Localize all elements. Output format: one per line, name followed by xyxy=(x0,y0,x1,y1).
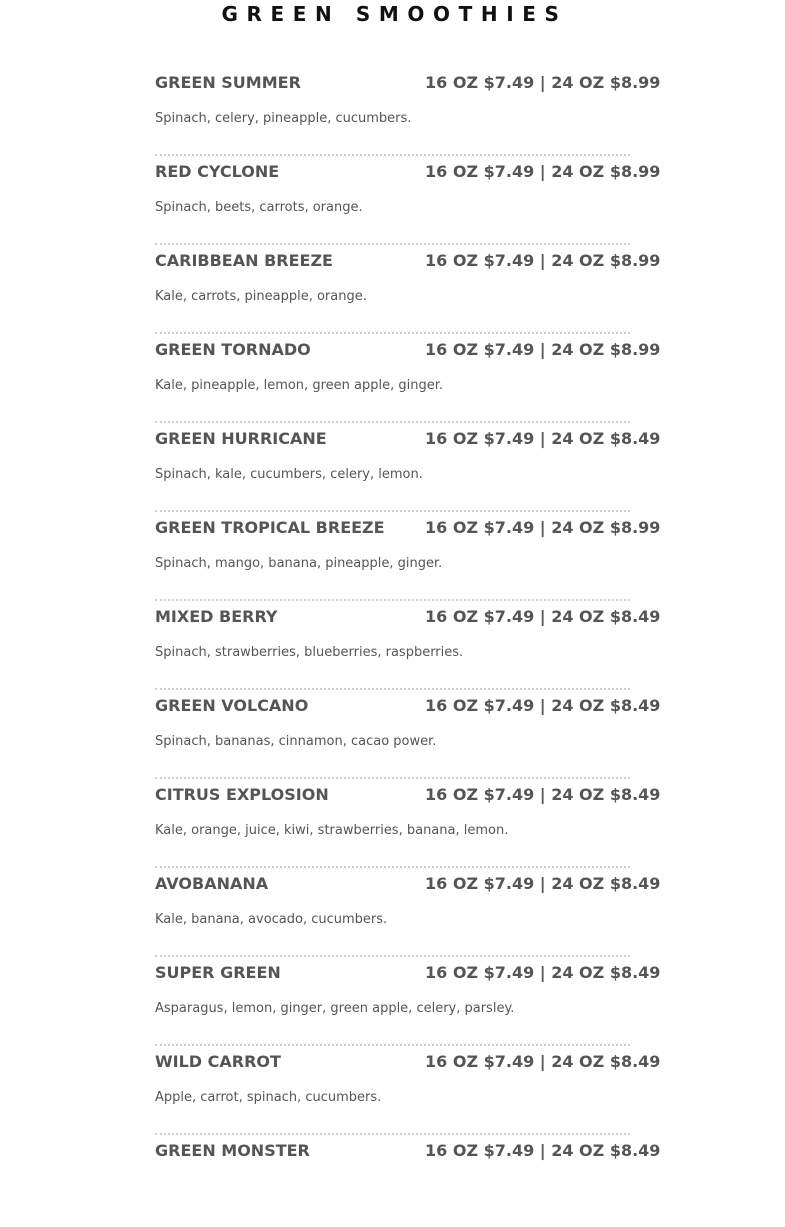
menu-item xyxy=(155,248,661,337)
item-description: Kale, carrots, pineapple, orange. xyxy=(155,289,367,304)
dotted-divider xyxy=(155,243,630,245)
item-name: SUPER GREEN xyxy=(155,963,281,982)
item-price: 16 OZ $7.49 | 24 OZ $8.49 xyxy=(425,696,661,715)
item-description: Spinach, strawberries, blueberries, raspberries. xyxy=(155,645,464,660)
item-description: Spinach, mango, banana, pineapple, ginger. xyxy=(155,556,443,571)
menu-item xyxy=(155,1138,661,1227)
item-name: GREEN VOLCANO xyxy=(155,696,309,715)
menu-item xyxy=(155,159,661,248)
menu-list xyxy=(155,70,661,1227)
dotted-divider xyxy=(155,332,630,334)
item-price: 16 OZ $7.49 | 24 OZ $8.99 xyxy=(425,251,661,270)
item-price: 16 OZ $7.49 | 24 OZ $8.49 xyxy=(425,429,661,448)
menu-item xyxy=(155,1049,661,1138)
item-name: CARIBBEAN BREEZE xyxy=(155,251,333,270)
item-description: Spinach, beets, carrots, orange. xyxy=(155,200,363,215)
dotted-divider xyxy=(155,955,630,957)
page-title: GREEN SMOOTHIES xyxy=(221,2,568,26)
item-price: 16 OZ $7.49 | 24 OZ $8.99 xyxy=(425,518,661,537)
menu-item xyxy=(155,693,661,782)
item-description: Apple, carrot, spinach, cucumbers. xyxy=(155,1090,382,1105)
item-description: Asparagus, lemon, ginger, green apple, celery, parsley. xyxy=(155,1001,515,1016)
menu-item xyxy=(155,960,661,1049)
item-name: GREEN MONSTER xyxy=(155,1141,310,1160)
item-name: CITRUS EXPLOSION xyxy=(155,785,329,804)
item-price: 16 OZ $7.49 | 24 OZ $8.99 xyxy=(425,340,661,359)
item-price: 16 OZ $7.49 | 24 OZ $8.49 xyxy=(425,607,661,626)
menu-item xyxy=(155,337,661,426)
menu-item xyxy=(155,604,661,693)
item-description: Kale, orange, juice, kiwi, strawberries, banana, lemon. xyxy=(155,823,509,838)
item-description: Spinach, bananas, cinnamon, cacao power. xyxy=(155,734,437,749)
item-description: Kale, banana, avocado, cucumbers. xyxy=(155,912,388,927)
item-name: AVOBANANA xyxy=(155,874,269,893)
item-name: WILD CARROT xyxy=(155,1052,281,1071)
menu-item xyxy=(155,871,661,960)
item-price: 16 OZ $7.49 | 24 OZ $8.49 xyxy=(425,785,661,804)
item-name: MIXED BERRY xyxy=(155,607,278,626)
item-name: GREEN TORNADO xyxy=(155,340,311,359)
item-name: GREEN SUMMER xyxy=(155,73,301,92)
dotted-divider xyxy=(155,510,630,512)
dotted-divider xyxy=(155,599,630,601)
item-name: RED CYCLONE xyxy=(155,162,280,181)
item-description: Spinach, kale, cucumbers, celery, lemon. xyxy=(155,467,423,482)
item-name: GREEN HURRICANE xyxy=(155,429,327,448)
dotted-divider xyxy=(155,866,630,868)
menu-item xyxy=(155,426,661,515)
item-price: 16 OZ $7.49 | 24 OZ $8.49 xyxy=(425,963,661,982)
item-price: 16 OZ $7.49 | 24 OZ $8.49 xyxy=(425,1052,661,1071)
menu-item xyxy=(155,782,661,871)
dotted-divider xyxy=(155,777,630,779)
item-price: 16 OZ $7.49 | 24 OZ $8.49 xyxy=(425,874,661,893)
item-price: 16 OZ $7.49 | 24 OZ $8.49 xyxy=(425,1141,661,1160)
dotted-divider xyxy=(155,421,630,423)
menu-item xyxy=(155,70,661,159)
item-description: Kale, pineapple, lemon, green apple, ginger. xyxy=(155,378,443,393)
dotted-divider xyxy=(155,1133,630,1135)
item-price: 16 OZ $7.49 | 24 OZ $8.99 xyxy=(425,73,661,92)
menu-item xyxy=(155,515,661,604)
item-description: Spinach, celery, pineapple, cucumbers. xyxy=(155,111,412,126)
dotted-divider xyxy=(155,154,630,156)
dotted-divider xyxy=(155,1044,630,1046)
dotted-divider xyxy=(155,688,630,690)
item-price: 16 OZ $7.49 | 24 OZ $8.99 xyxy=(425,162,661,181)
item-name: GREEN TROPICAL BREEZE xyxy=(155,518,385,537)
